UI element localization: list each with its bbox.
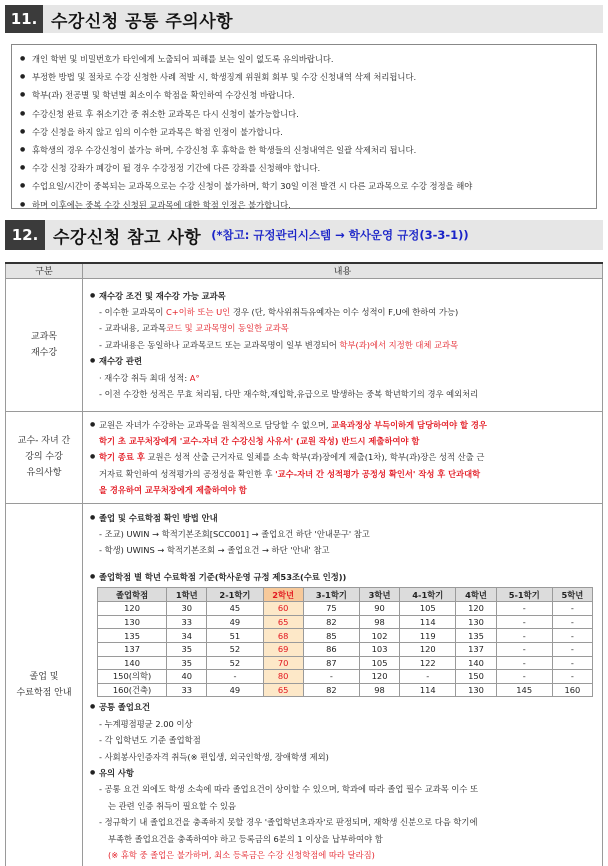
graduation-table-cell: 75: [303, 602, 359, 616]
graduation-line: - 학생) UWINS → 학적기본조회 → 졸업요건 → 하단 '안내' 참고: [99, 545, 330, 556]
graduation-table-header-row: [98, 588, 593, 602]
graduation-table-cell: 82: [303, 683, 359, 697]
graduation-table-cell: 87: [303, 656, 359, 670]
graduation-table-cell: 82: [303, 615, 359, 629]
section-11-header: [5, 5, 603, 33]
category-label: 유의사항: [26, 468, 62, 479]
table-row-co-teaching: [6, 411, 603, 503]
retake-heading-conditions: ● 재수강 조건 및 재수강 가능 교과목: [90, 288, 596, 304]
graduation-table-cell: 102: [360, 629, 400, 643]
graduation-table-row: [98, 629, 593, 643]
graduation-table-cell: 120: [360, 670, 400, 684]
category-label: 재수강: [30, 347, 58, 358]
graduation-table-cell: 52: [207, 656, 263, 670]
graduation-table-cell: -: [552, 629, 592, 643]
graduation-table-cell: 49: [207, 615, 263, 629]
graduation-table-cell: -: [496, 642, 552, 656]
category-label: 수료학점 안내: [16, 688, 72, 699]
graduation-table-cell: 98: [360, 683, 400, 697]
graduation-table-cell: 45: [207, 602, 263, 616]
graduation-table-cell: 119: [400, 629, 456, 643]
graduation-table-cell: 51: [207, 629, 263, 643]
graduation-table-cell: 140: [98, 656, 167, 670]
graduation-table-cell: -: [207, 670, 263, 684]
graduation-line: - 공통 요건 외에도 학생 소속에 따라 졸업요건이 상이할 수 있으며, 학과에 따라 졸업 필수 교과목 이수 또: [99, 784, 479, 795]
reference-table: [5, 262, 603, 866]
graduation-heading-notes: ● 유의 사항: [90, 765, 596, 781]
graduation-table-cell: -: [552, 642, 592, 656]
co-teaching-paragraph-2-end: 을 경유하여 교무처장에게 제출하여야 함: [99, 485, 247, 496]
graduation-table-cell: 85: [303, 629, 359, 643]
retake-line: - 교과내용, 교과목코드 및 교과목명이 동일한 교과목: [99, 323, 289, 334]
graduation-table-cell: 122: [400, 656, 456, 670]
category-label: 교수- 자녀 간: [17, 436, 71, 447]
graduation-table-row: [98, 602, 593, 616]
notice-item: ● 수강 신청 강좌가 폐강이 될 경우 수강정정 기간에 다른 강좌를 신청해야 합니다.: [20, 159, 588, 177]
graduation-table-column-header: 4-1학기: [400, 588, 456, 602]
graduation-table-cell: 150(의학): [98, 670, 167, 684]
category-label: 교과목: [30, 331, 58, 342]
graduation-table-cell: 80: [263, 670, 303, 684]
graduation-table-cell: 65: [263, 615, 303, 629]
section-11-title: 수강신청 공통 주의사항: [43, 5, 603, 33]
graduation-table-title: ● 졸업학점 별 학년 수료학점 기준(학사운영 규정 제53조(수료 인정)): [90, 569, 596, 585]
notice-item: ● 휴학생의 경우 수강신청이 불가능 하며, 수강신청 후 휴학을 한 학생들의 신청내역은 일괄 삭제처리 됩니다.: [20, 141, 588, 159]
graduation-table-cell: 120: [400, 642, 456, 656]
graduation-table-cell: 130: [456, 615, 496, 629]
section-12-title: [45, 220, 603, 250]
section-12-header: [5, 220, 603, 250]
graduation-table-column-header: 5-1학기: [496, 588, 552, 602]
notice-item: ● 수업요일/시간이 중복되는 교과목으로는 수강 신청이 불가하며, 학기 30일 이전 발견 시 다른 교과목으로 수강 정정을 해야: [20, 177, 588, 195]
graduation-table-cell: -: [552, 656, 592, 670]
graduation-table-cell: 114: [400, 615, 456, 629]
section-11-number: 11.: [5, 5, 43, 33]
co-teaching-paragraph-2-cont: 거자료 확인하여 성적평가의 공정성을 확인한 후 '교수-자녀 간 성적평가 공정성 확인서' 작성 후 단과대학: [99, 468, 481, 479]
graduation-table-cell: 33: [167, 683, 207, 697]
category-label: 졸업 및: [29, 672, 59, 683]
section-12-number: 12.: [5, 220, 45, 250]
graduation-table-column-header: 3학년: [360, 588, 400, 602]
graduation-table-cell: 145: [496, 683, 552, 697]
co-teaching-paragraph-1-cont: 학기 초 교무처장에게 '교수-자녀 간 수강신청 사유서' (교원 작성) 반드시 제출하여야 함: [99, 435, 420, 446]
graduation-table-cell: 30: [167, 602, 207, 616]
graduation-line: - 각 입학년도 기준 졸업학점: [99, 735, 201, 746]
graduation-table-cell: 65: [263, 683, 303, 697]
graduation-table-cell: 33: [167, 615, 207, 629]
graduation-heading-common: ● 공통 졸업요건: [90, 699, 596, 715]
graduation-table-row: [98, 670, 593, 684]
co-teaching-paragraph-2: ● 학기 종료 후 교원은 성적 산출 근거자료 일체를 소속 학부(과)장에게 제출(1차), 학부(과)장은 성적 산출 근: [90, 449, 596, 465]
notice-item-continued: ● 하며 이후에는 중복 수강 신청된 교과목에 대한 학점 인정은 불가합니다.: [20, 196, 588, 214]
graduation-line: - 조교) UWIN → 학적기본조회[SCC001] → 졸업요건 하단 '안내문구' 참고: [99, 528, 370, 539]
graduation-table-cell: 114: [400, 683, 456, 697]
graduation-line: - 정규학기 내 졸업요건을 충족하지 못할 경우 '졸업학년초과자'로 판정되며, 재학생 신분으로 다음 학기에: [99, 817, 478, 828]
graduation-line: 는 관련 인증 취득이 필요할 수 있음: [108, 800, 237, 811]
graduation-line: - 누계평점평균 2.00 이상: [99, 718, 193, 729]
table-row-retake: [6, 278, 603, 411]
notice-item: ● 수강신청 완료 후 취소기간 중 취소한 교과목은 다시 신청이 불가능합니다.: [20, 105, 588, 123]
retake-line: - 이수한 교과목이 C+이하 또는 U인 경우 (단, 학사위취득유예자는 이수 성적이 F,U에 한하여 가능): [99, 306, 459, 317]
retake-line: - 이전 수강한 성적은 무효 처리됨, 다만 재수학,재입학,유급으로 발생하는 중복 학년학기의 경우 예외처리: [99, 389, 479, 400]
graduation-table-cell: 137: [456, 642, 496, 656]
graduation-table-row: [98, 615, 593, 629]
graduation-table-cell: 135: [98, 629, 167, 643]
graduation-table-cell: 70: [263, 656, 303, 670]
graduation-table-cell: 68: [263, 629, 303, 643]
graduation-table-cell: 69: [263, 642, 303, 656]
graduation-table-row: [98, 683, 593, 697]
column-header-category: 구분: [6, 263, 83, 278]
graduation-table-cell: -: [303, 670, 359, 684]
graduation-table-row: [98, 656, 593, 670]
notice-item: ● 부정한 방법 및 절차로 수강 신청한 사례 적발 시, 학생징계 위원회 회부 및 수강 신청내역 삭제 처리됩니다.: [20, 68, 588, 86]
graduation-table-cell: -: [496, 602, 552, 616]
graduation-table-column-header: 3-1학기: [303, 588, 359, 602]
graduation-table-cell: 137: [98, 642, 167, 656]
retake-heading-related: ● 재수강 관련: [90, 353, 596, 369]
content-co-teaching: [83, 411, 603, 503]
section-12-title-text: 수강신청 참고 사항: [53, 227, 202, 248]
graduation-table-cell: 35: [167, 642, 207, 656]
graduation-table-cell: 49: [207, 683, 263, 697]
graduation-line: 부족한 졸업요건을 충족하여야 하고 등록금의 6분의 1 이상을 납부하여야 함: [108, 833, 383, 844]
graduation-table-column-header: 2학년: [263, 588, 303, 602]
graduation-heading-check: ● 졸업 및 수료학점 확인 방법 안내: [90, 510, 596, 526]
graduation-table-cell: 35: [167, 656, 207, 670]
graduation-table-column-header: 1학년: [167, 588, 207, 602]
graduation-credit-table: [97, 587, 593, 697]
retake-line: · 재수강 취득 최대 성적: A°: [99, 372, 200, 383]
graduation-table-cell: 60: [263, 602, 303, 616]
graduation-table-cell: 52: [207, 642, 263, 656]
notice-item: ● 학부(과) 전공별 및 학년별 최소이수 학점을 확인하여 수강신청 바랍니다.: [20, 86, 588, 104]
graduation-table-cell: 160: [552, 683, 592, 697]
graduation-line: - 사회봉사인증자격 취득(※ 편입생, 외국인학생, 장애학생 제외): [99, 751, 329, 762]
graduation-table-cell: -: [552, 615, 592, 629]
notice-box: [11, 44, 597, 209]
category-label: 강의 수강: [25, 452, 63, 463]
graduation-table-cell: -: [496, 615, 552, 629]
graduation-table-cell: 105: [400, 602, 456, 616]
graduation-table-cell: 135: [456, 629, 496, 643]
graduation-table-cell: -: [552, 602, 592, 616]
table-row-graduation: [6, 503, 603, 866]
graduation-table-column-header: 2-1학기: [207, 588, 263, 602]
graduation-table-column-header: 4학년: [456, 588, 496, 602]
graduation-table-cell: 130: [456, 683, 496, 697]
graduation-table-cell: 90: [360, 602, 400, 616]
graduation-table-cell: 34: [167, 629, 207, 643]
graduation-table-cell: 150: [456, 670, 496, 684]
graduation-table-cell: 140: [456, 656, 496, 670]
graduation-table-cell: -: [496, 656, 552, 670]
retake-line: - 교과내용은 동일하나 교과목코드 또는 교과목명이 일부 변경되어 학부(과)에서 지정한 대체 교과목: [99, 339, 459, 350]
graduation-table-cell: -: [496, 670, 552, 684]
graduation-table-row: [98, 642, 593, 656]
column-header-content: 내용: [83, 263, 603, 278]
content-retake: [83, 278, 603, 411]
graduation-table-column-header: 5학년: [552, 588, 592, 602]
co-teaching-paragraph-1: ● 교원은 자녀가 수강하는 교과목을 원칙적으로 담당할 수 없으며, 교육과정상 부득이하게 담당하여야 할 경우: [90, 417, 596, 433]
category-retake: [6, 278, 83, 411]
graduation-table-cell: 120: [98, 602, 167, 616]
notice-item: ● 개인 학번 및 비밀번호가 타인에게 노출되어 피해를 보는 일이 없도록 유의바랍니다.: [20, 50, 588, 68]
graduation-warning: (※ 휴학 중 졸업은 불가하며, 최소 등록금은 수강 신청학점에 따라 달라짐): [108, 849, 375, 860]
graduation-table-cell: 40: [167, 670, 207, 684]
notice-item: ● 수강 신청을 하지 않고 임의 이수한 교과목은 학점 인정이 불가합니다.: [20, 123, 588, 141]
content-graduation: [83, 503, 603, 866]
graduation-table-cell: 103: [360, 642, 400, 656]
regulation-reference: (*참고: 규정관리시스템 → 학사운영 규정(3-3-1)): [211, 228, 469, 242]
category-co-teaching: [6, 411, 83, 503]
graduation-table-cell: 86: [303, 642, 359, 656]
graduation-table-cell: 130: [98, 615, 167, 629]
category-graduation: [6, 503, 83, 866]
graduation-table-cell: -: [400, 670, 456, 684]
graduation-table-cell: 105: [360, 656, 400, 670]
graduation-table-cell: 120: [456, 602, 496, 616]
graduation-table-cell: 160(건축): [98, 683, 167, 697]
graduation-table-cell: 98: [360, 615, 400, 629]
graduation-table-cell: -: [552, 670, 592, 684]
graduation-table-cell: -: [496, 629, 552, 643]
graduation-table-column-header: 졸업학점: [98, 588, 167, 602]
